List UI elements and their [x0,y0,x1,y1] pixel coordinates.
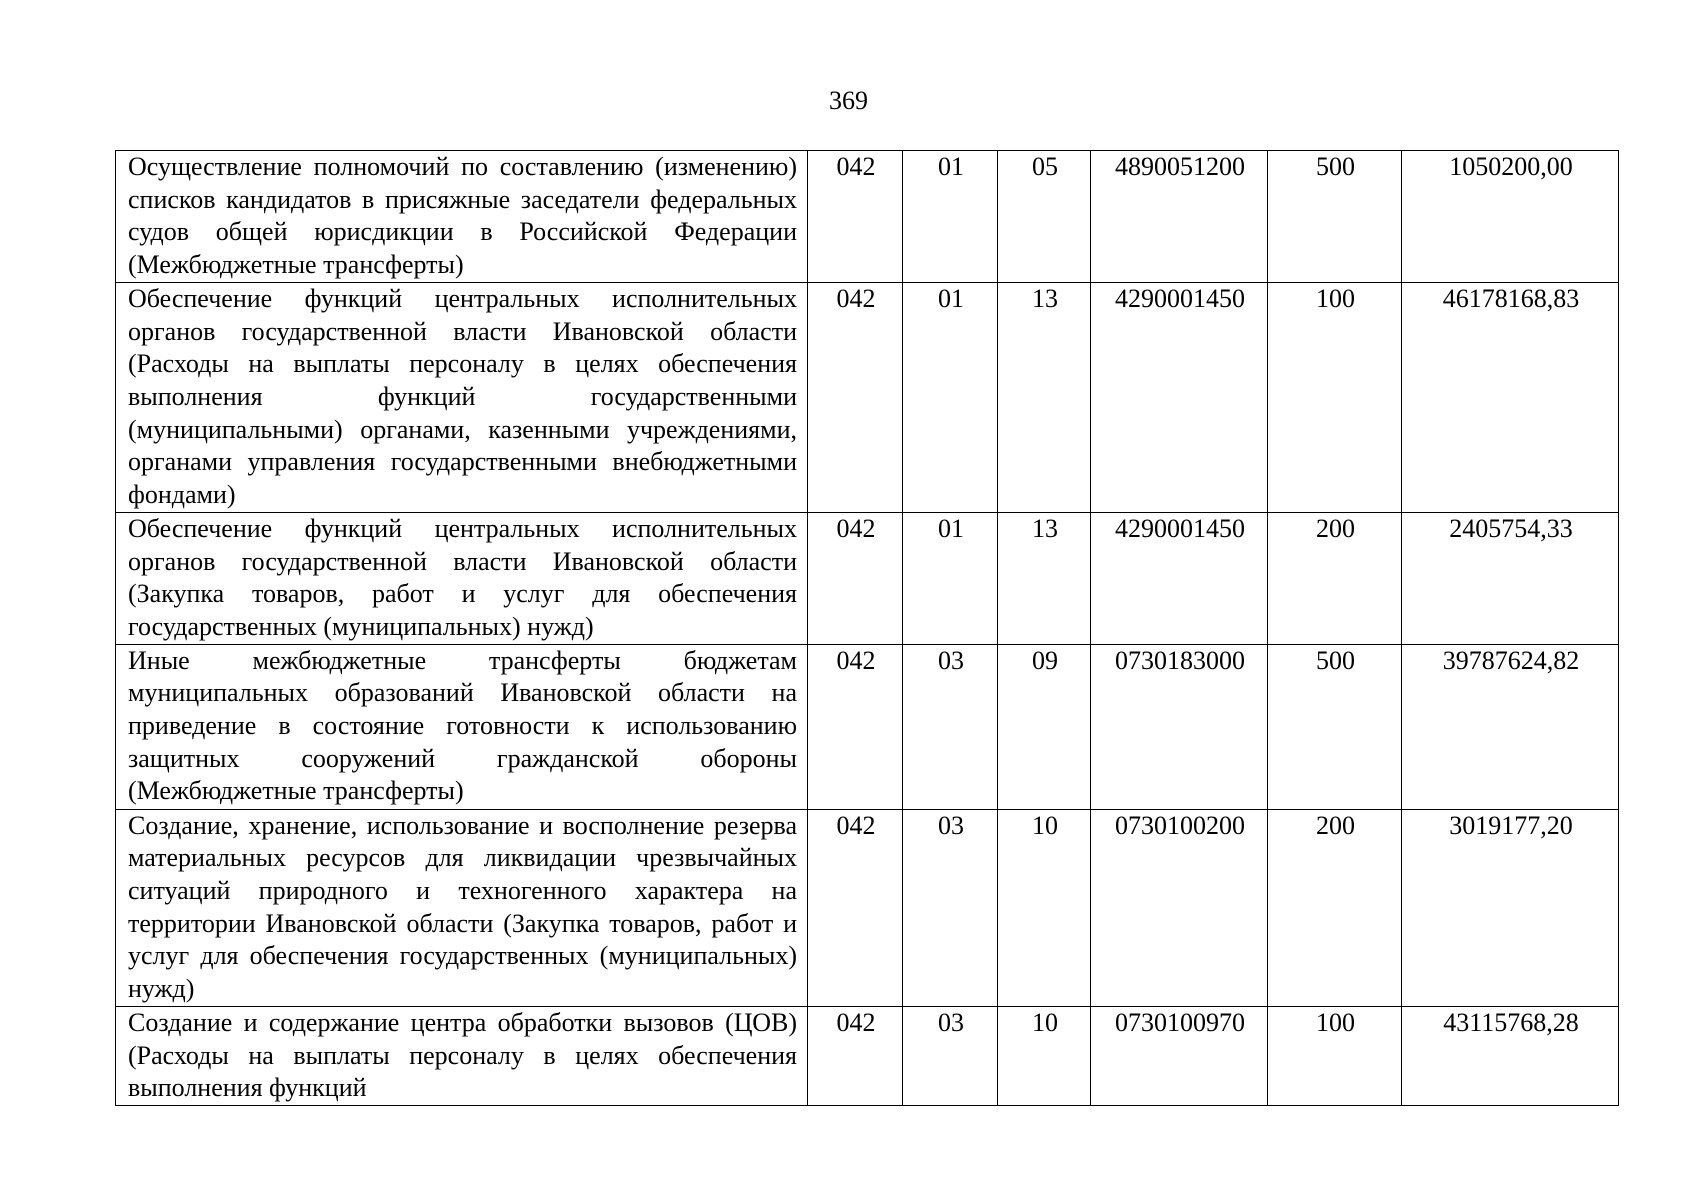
table-row [116,644,1619,809]
expense-type-code: 100 [1268,1006,1402,1105]
budget-table [115,150,1619,1106]
expense-type-code: 500 [1268,151,1402,283]
expense-type-code: 200 [1268,512,1402,644]
section-code: 03 [903,644,998,809]
row-description: Создание и содержание центра обработки вызовов (ЦОВ) (Расходы на выплаты персоналу в целях обеспечения выполнения функций [116,1006,808,1105]
expense-type-code: 100 [1268,282,1402,512]
target-article-code: 4890051200 [1091,151,1268,283]
table-row [116,1006,1619,1105]
section-code: 01 [903,151,998,283]
ministry-code: 042 [808,282,903,512]
target-article-code: 0730183000 [1091,644,1268,809]
section-code: 01 [903,512,998,644]
amount: 46178168,83 [1402,282,1619,512]
target-article-code: 0730100200 [1091,809,1268,1006]
table-row [116,151,1619,283]
amount: 3019177,20 [1402,809,1619,1006]
section-code: 03 [903,809,998,1006]
subsection-code: 05 [998,151,1091,283]
target-article-code: 4290001450 [1091,282,1268,512]
row-description: Создание, хранение, использование и восполнение резерва материальных ресурсов для ликвидации чрезвычайных ситуаций природного и техногенного характера на территории Ивановской области (Закупка товаров, работ и услуг для обеспечения государственных (муниципальных) нужд) [116,809,808,1006]
table-row [116,282,1619,512]
table-row [116,512,1619,644]
row-description: Иные межбюджетные трансферты бюджетам муниципальных образований Ивановской области на приведение в состояние готовности к использованию защитных сооружений гражданской обороны (Межбюджетные трансферты) [116,644,808,809]
target-article-code: 0730100970 [1091,1006,1268,1105]
subsection-code: 10 [998,809,1091,1006]
subsection-code: 09 [998,644,1091,809]
ministry-code: 042 [808,1006,903,1105]
expense-type-code: 500 [1268,644,1402,809]
subsection-code: 10 [998,1006,1091,1105]
amount: 43115768,28 [1402,1006,1619,1105]
row-description: Обеспечение функций центральных исполнительных органов государственной власти Ивановской области (Расходы на выплаты персоналу в целях обеспечения выполнения функций государственными (муниципальными) органами, казенными учреждениями, органами управления государственными внебюджетными фондами) [116,282,808,512]
amount: 2405754,33 [1402,512,1619,644]
subsection-code: 13 [998,282,1091,512]
amount: 1050200,00 [1402,151,1619,283]
page-number: 369 [829,86,868,115]
ministry-code: 042 [808,512,903,644]
ministry-code: 042 [808,809,903,1006]
subsection-code: 13 [998,512,1091,644]
row-description: Обеспечение функций центральных исполнительных органов государственной власти Ивановской области (Закупка товаров, работ и услуг для обеспечения государственных (муниципальных) нужд) [116,512,808,644]
amount: 39787624,82 [1402,644,1619,809]
expense-type-code: 200 [1268,809,1402,1006]
row-description: Осуществление полномочий по составлению (изменению) списков кандидатов в присяжные заседатели федеральных судов общей юрисдикции в Российской Федерации (Межбюджетные трансферты) [116,151,808,283]
section-code: 01 [903,282,998,512]
table-row [116,809,1619,1006]
section-code: 03 [903,1006,998,1105]
ministry-code: 042 [808,151,903,283]
target-article-code: 4290001450 [1091,512,1268,644]
ministry-code: 042 [808,644,903,809]
